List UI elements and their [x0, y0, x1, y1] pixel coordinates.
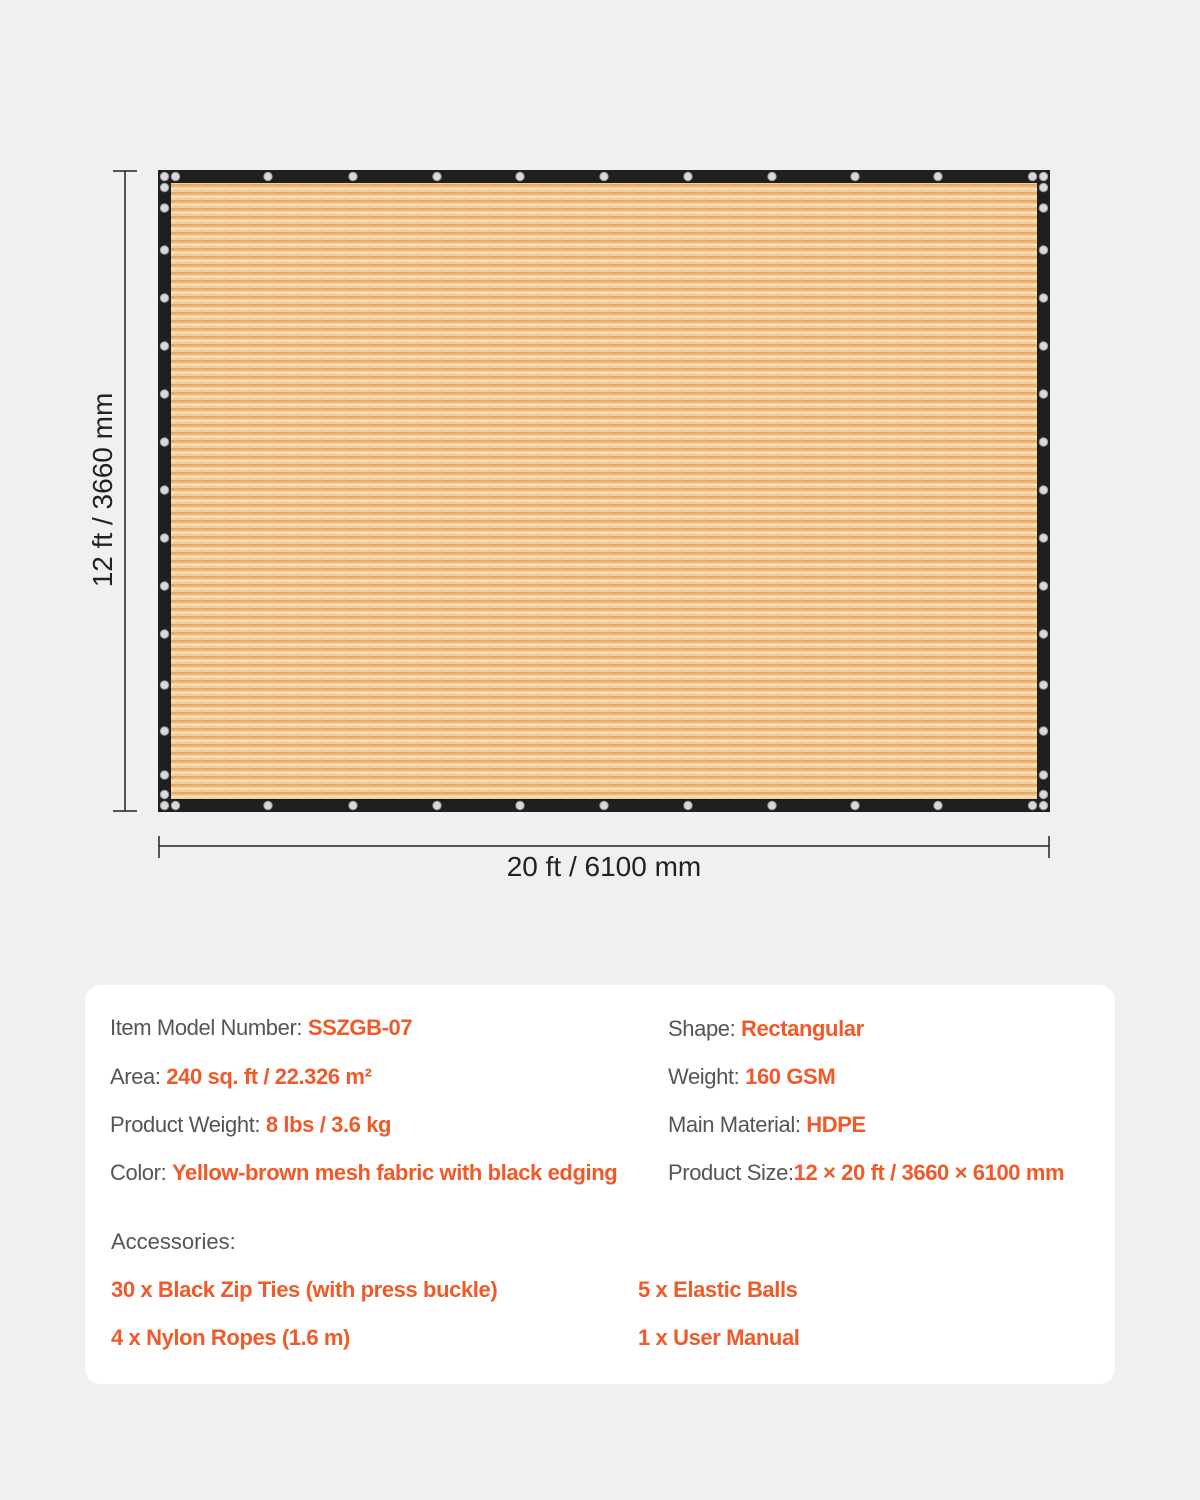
- grommet-icon: [160, 246, 168, 254]
- shape-value: Rectangular: [741, 1016, 864, 1041]
- grommet-icon: [516, 172, 524, 180]
- grommet-icon: [160, 681, 168, 689]
- grommet-icon: [1039, 204, 1047, 212]
- grommet-icon: [160, 486, 168, 494]
- grommet-icon: [934, 801, 942, 809]
- weight-row: [668, 1064, 835, 1090]
- size-value: 12 × 20 ft / 3660 × 6100 mm: [793, 1160, 1065, 1185]
- grommet-icon: [160, 534, 168, 542]
- grommet-icon: [433, 801, 441, 809]
- material-row: [668, 1112, 866, 1138]
- grommet-icon: [160, 727, 168, 735]
- grommet-icon: [160, 801, 168, 809]
- height-label: 12 ft / 3660 mm: [87, 392, 118, 588]
- grommet-icon: [1039, 294, 1047, 302]
- size-row: [668, 1160, 1064, 1186]
- grommet-icon: [171, 172, 179, 180]
- grommet-icon: [600, 172, 608, 180]
- grommet-icon: [1028, 801, 1036, 809]
- grommet-icon: [851, 801, 859, 809]
- grommet-icon: [160, 342, 168, 350]
- grommet-icon: [160, 630, 168, 638]
- grommet-icon: [1039, 183, 1047, 191]
- grommet-icon: [160, 294, 168, 302]
- area-value: 240 sq. ft / 22.326 m²: [166, 1064, 372, 1089]
- grommet-icon: [516, 801, 524, 809]
- grommet-icon: [160, 582, 168, 590]
- grommet-icon: [1039, 342, 1047, 350]
- grommet-icon: [160, 204, 168, 212]
- grommet-icon: [1028, 172, 1036, 180]
- grommet-icon: [1039, 790, 1047, 798]
- grommet-icon: [684, 801, 692, 809]
- grommet-icon: [349, 172, 357, 180]
- grommet-icon: [264, 801, 272, 809]
- color-label: Color:: [110, 1160, 172, 1185]
- shape-label: Shape:: [668, 1016, 742, 1041]
- material-value: HDPE: [806, 1112, 866, 1137]
- model-row: [110, 1015, 412, 1041]
- width-label: 20 ft / 6100 mm: [506, 851, 702, 882]
- grommet-icon: [1039, 582, 1047, 590]
- grommet-icon: [160, 172, 168, 180]
- product-weight-value: 8 lbs / 3.6 kg: [265, 1112, 392, 1137]
- accessory-item: 5 x Elastic Balls: [638, 1277, 798, 1302]
- product-weight-row: [110, 1112, 391, 1138]
- accessory-item: 1 x User Manual: [638, 1325, 800, 1350]
- grommet-icon: [768, 801, 776, 809]
- grommet-icon: [349, 801, 357, 809]
- grommet-icon: [160, 771, 168, 779]
- grommet-icon: [171, 801, 179, 809]
- sail-fabric: [171, 183, 1037, 799]
- model-value: SSZGB-07: [307, 1015, 413, 1040]
- grommet-icon: [1039, 630, 1047, 638]
- grommet-icon: [1039, 727, 1047, 735]
- grommet-icon: [851, 172, 859, 180]
- grommet-icon: [1039, 438, 1047, 446]
- grommet-icon: [1039, 801, 1047, 809]
- color-row: [110, 1160, 617, 1186]
- grommet-icon: [600, 801, 608, 809]
- grommet-icon: [160, 183, 168, 191]
- grommet-icon: [264, 172, 272, 180]
- spec-card: [85, 985, 1115, 1384]
- grommet-icon: [1039, 172, 1047, 180]
- grommet-icon: [160, 438, 168, 446]
- grommet-icon: [1039, 771, 1047, 779]
- grommet-icon: [160, 390, 168, 398]
- grommet-icon: [768, 172, 776, 180]
- accessory-item: 4 x Nylon Ropes (1.6 m): [111, 1325, 350, 1350]
- weight-value: 160 GSM: [745, 1064, 836, 1089]
- grommet-icon: [1039, 390, 1047, 398]
- area-row: [110, 1064, 372, 1090]
- grommet-icon: [684, 172, 692, 180]
- color-value: Yellow-brown mesh fabric with black edging: [172, 1160, 618, 1185]
- grommet-icon: [160, 790, 168, 798]
- size-label: Product Size:: [668, 1160, 794, 1185]
- grommet-icon: [433, 172, 441, 180]
- weight-label: Weight:: [668, 1064, 746, 1089]
- accessories-heading: Accessories:: [111, 1229, 236, 1254]
- grommet-icon: [1039, 246, 1047, 254]
- grommet-icon: [1039, 486, 1047, 494]
- grommet-icon: [934, 172, 942, 180]
- grommet-icon: [1039, 681, 1047, 689]
- shape-row: [668, 1016, 864, 1042]
- model-label: Item Model Number:: [110, 1015, 308, 1040]
- accessory-item: 30 x Black Zip Ties (with press buckle): [111, 1277, 498, 1302]
- grommet-icon: [1039, 534, 1047, 542]
- material-label: Main Material:: [668, 1112, 807, 1137]
- product-weight-label: Product Weight:: [110, 1112, 266, 1137]
- area-label: Area:: [110, 1064, 167, 1089]
